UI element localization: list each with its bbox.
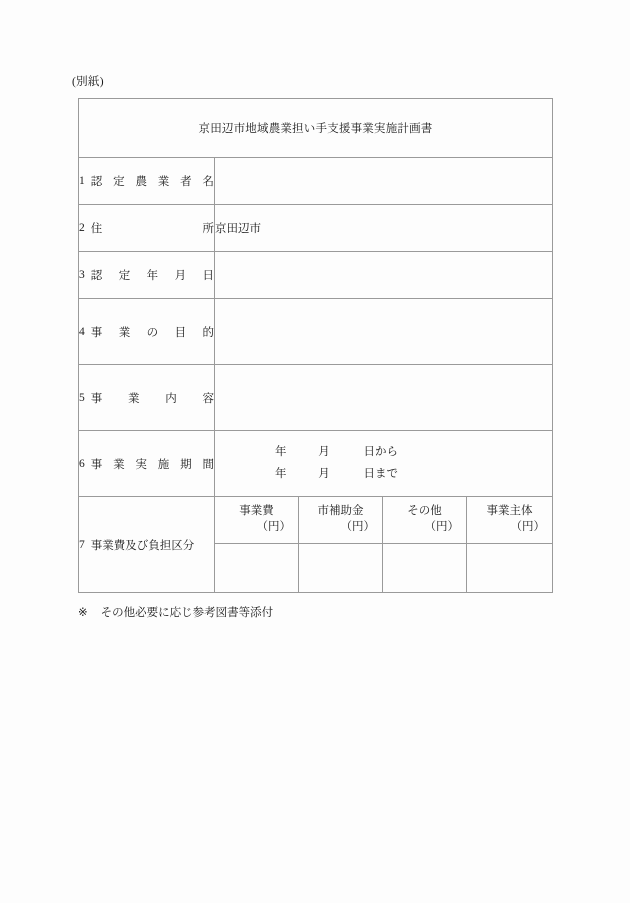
footnote xyxy=(78,608,273,620)
field-project-period[interactable] xyxy=(215,431,553,497)
row-label-address xyxy=(79,205,215,252)
label-char: 定 xyxy=(113,176,125,188)
period-year-label: 年 xyxy=(275,446,287,458)
label-char: 農 xyxy=(135,176,147,188)
label-char: 定 xyxy=(118,270,131,282)
cost-header-unit: （円） xyxy=(256,521,291,533)
label-char: 業 xyxy=(128,392,140,405)
row-number: 5 xyxy=(79,391,85,404)
field-address[interactable]: 京田辺市 xyxy=(215,205,553,252)
cost-column-header-project-entity xyxy=(467,497,553,544)
label-char: 認 xyxy=(90,270,103,282)
period-day-from-label: 日から xyxy=(363,446,398,458)
row-label-text xyxy=(91,173,214,189)
row-label-project-purpose xyxy=(79,299,215,365)
table-row xyxy=(79,365,553,431)
label-char: 間 xyxy=(202,458,214,471)
row-label-certification-date xyxy=(79,252,215,299)
field-cost-other[interactable] xyxy=(383,544,467,593)
row-label-text xyxy=(91,220,214,236)
row-label-cost-and-burden xyxy=(79,497,215,593)
label-char: 内 xyxy=(165,392,177,405)
label-char: 施 xyxy=(157,458,170,471)
period-month-label: 月 xyxy=(318,467,330,480)
row-label-text xyxy=(91,456,214,472)
label-char: 業 xyxy=(157,176,170,188)
label-char: 実 xyxy=(135,458,147,471)
label-char: 業 xyxy=(113,458,125,471)
cost-header-name: 事業費 xyxy=(239,505,274,518)
row-number: 1 xyxy=(79,175,85,187)
row-label-text xyxy=(91,390,214,406)
cost-column-header-other xyxy=(383,497,467,544)
cost-column-header-project-cost xyxy=(215,497,299,544)
implementation-plan-form xyxy=(78,98,553,593)
table-row xyxy=(79,205,553,252)
label-char: 日 xyxy=(202,270,214,282)
reference-mark-icon: ※ xyxy=(78,607,88,619)
cost-header-name: その他 xyxy=(407,505,442,518)
period-start-line[interactable] xyxy=(215,442,552,464)
field-project-content[interactable] xyxy=(215,365,553,431)
label-char: 名 xyxy=(202,176,214,188)
table-row xyxy=(79,252,553,299)
row-number: 2 xyxy=(79,222,85,234)
label-char: 事業費及び負担区分 xyxy=(90,539,195,552)
cost-header-name: 事業主体 xyxy=(486,505,533,518)
field-certification-date[interactable] xyxy=(215,252,553,299)
label-char: 月 xyxy=(174,270,187,282)
row-number: 7 xyxy=(79,538,85,551)
label-char: 年 xyxy=(146,270,159,282)
label-char: 者 xyxy=(180,176,192,188)
attachment-label: (別紙) xyxy=(72,76,104,88)
field-cost-project-cost[interactable] xyxy=(215,544,299,593)
cost-header-name: 市補助金 xyxy=(317,505,364,518)
label-char: 住 xyxy=(90,223,103,235)
label-char: 認 xyxy=(90,176,103,188)
row-label-text xyxy=(91,324,214,340)
row-number: 3 xyxy=(79,269,85,281)
cost-column-header-city-subsidy xyxy=(299,497,383,544)
label-char: 事 xyxy=(90,458,103,471)
label-char: 事 xyxy=(90,326,103,339)
table-row xyxy=(79,299,553,365)
label-char: の xyxy=(146,326,159,339)
field-certified-farmer-name[interactable] xyxy=(215,158,553,205)
row-label-text xyxy=(91,537,214,553)
row-number: 6 xyxy=(79,457,85,470)
period-end-line[interactable] xyxy=(215,464,552,486)
label-char: 容 xyxy=(202,392,214,405)
table-row xyxy=(79,497,553,544)
field-cost-city-subsidy[interactable] xyxy=(299,544,383,593)
label-char: 所 xyxy=(202,223,214,235)
cost-header-unit: （円） xyxy=(424,521,459,533)
table-row xyxy=(79,431,553,497)
period-month-label: 月 xyxy=(318,446,330,458)
label-char: 的 xyxy=(202,326,214,339)
period-year-label: 年 xyxy=(275,467,287,480)
form-title: 京田辺市地域農業担い手支援事業実施計画書 xyxy=(79,99,553,158)
row-label-text xyxy=(91,267,214,283)
table-row-title xyxy=(79,99,553,158)
row-label-project-period xyxy=(79,431,215,497)
field-project-purpose[interactable] xyxy=(215,299,553,365)
row-number: 4 xyxy=(79,325,85,338)
row-label-project-content xyxy=(79,365,215,431)
label-char: 業 xyxy=(118,326,131,339)
label-char: 期 xyxy=(180,458,192,471)
cost-header-unit: （円） xyxy=(340,521,375,533)
label-char: 事 xyxy=(90,392,103,405)
footnote-text: その他必要に応じ参考図書等添付 xyxy=(100,607,274,619)
cost-header-unit: （円） xyxy=(510,521,545,533)
row-label-certified-farmer-name xyxy=(79,158,215,205)
table-row xyxy=(79,158,553,205)
field-cost-project-entity[interactable] xyxy=(467,544,553,593)
label-char: 目 xyxy=(174,326,187,339)
period-day-to-label: 日まで xyxy=(363,467,398,480)
